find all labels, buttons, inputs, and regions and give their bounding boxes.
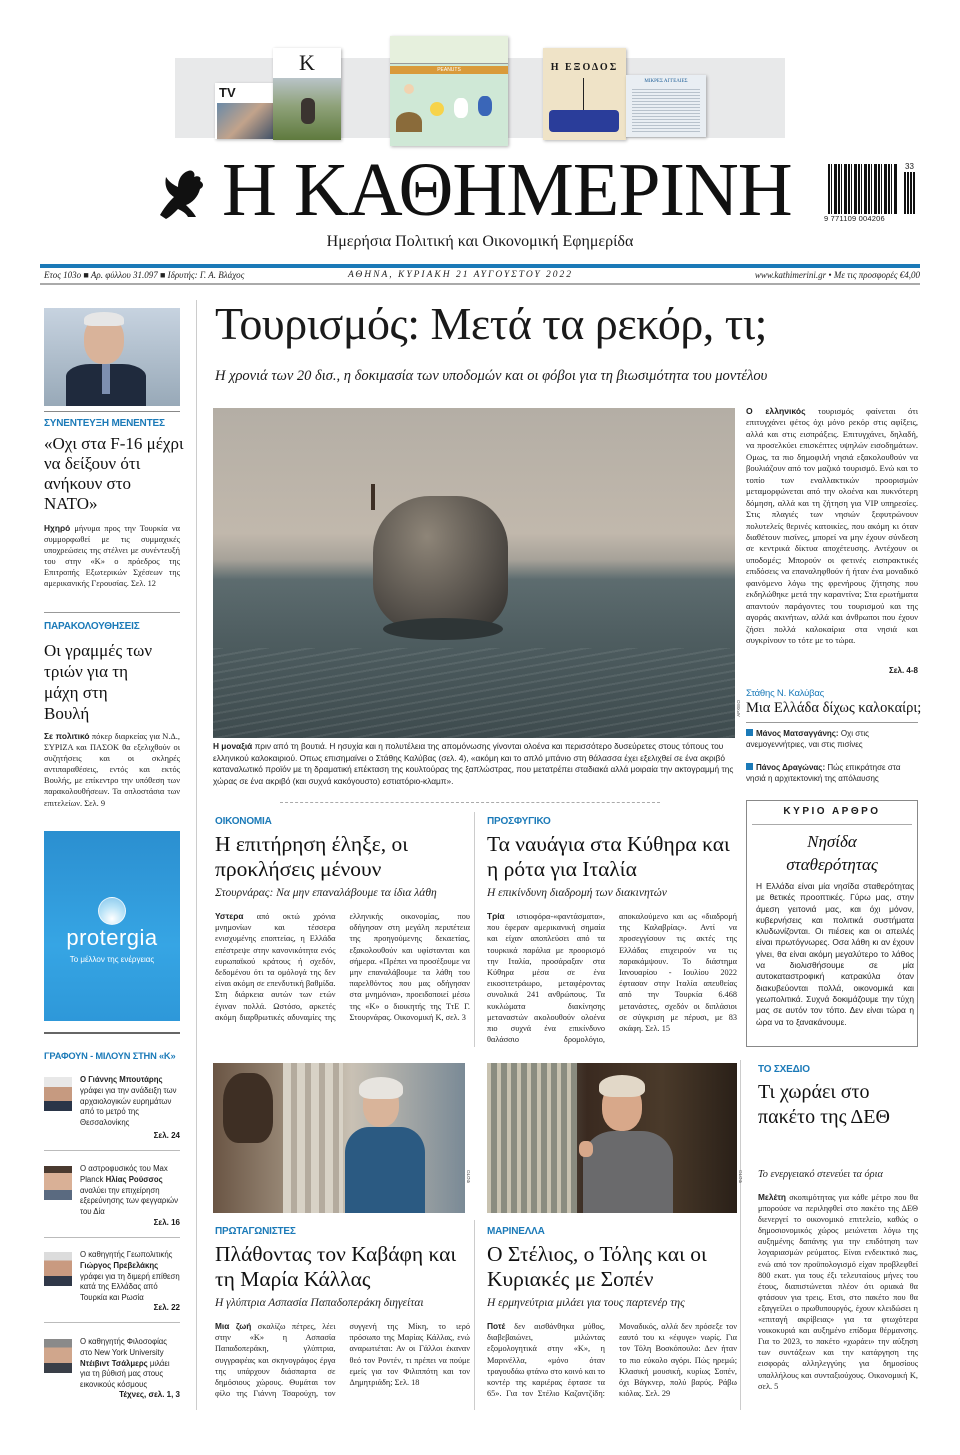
left-rule-1 [44, 411, 180, 412]
marinella-body-text: δεν αισθάνθηκα μύθος, διαβεβαιώνει, μιλώντας εξομολογητικά στην «Κ», η Μαρινέλλα, «μόνο όταν τραγουδάω φτάνω στο κοινό και το κοντέρ της καριέρας έφτασε τα 65». Για τον Στέλιο Καζαντζίδη: Μοναδικός, αλλά δεν πρόσεξε τον εαυτό του κι «έφυγε» νωρίς. Για τον Τόλη Βοσκόπουλο: Δεν ήταν το πιο εύκολο αγόρι. Πώς ηρεμώ; Κλασική μουσική, κυρίως Σοπέν, όχι Βάγκνερ, πολύ βαρύς. Ράβω κιόλας. Σελ. 29 [487, 1322, 737, 1399]
bullet-name: Μάνος Ματσαγγάνης: [756, 729, 839, 738]
lead-body [746, 406, 918, 647]
bullet-text: Οχι στις ανεμογεννήτριες, ναι στις πισίνες [746, 729, 869, 749]
supplement-exodos[interactable] [543, 48, 626, 140]
plan-body [758, 1192, 918, 1392]
marinella-deck: Η ερμηνεύτρια μιλάει για τους παρτενέρ της [487, 1297, 685, 1309]
marinella-body-lead: Ποτέ [487, 1321, 506, 1331]
economy-kicker: ΟΙΚΟΝΟΜΙΑ [215, 816, 272, 827]
contributor-name: Ηλίας Ρούσσος [105, 1174, 163, 1184]
related-author[interactable]: Στάθης Ν. Καλύβας [746, 688, 825, 699]
contributor-4-page: Τέχνες, σελ. 1, 3 [119, 1390, 180, 1399]
economy-headline[interactable]: Η επιτήρηση έληξε, οι προκλήσεις μένουν [215, 832, 409, 881]
sculptor-deck: Η γλύπτρια Ασπασία Παπαδοπεράκη διηγείται [215, 1297, 424, 1309]
contributor-1[interactable] [80, 1075, 180, 1129]
masthead-title: Η ΚΑΘΗΜΕΡΙΝΗ [222, 148, 792, 232]
supplement-exodos-label: Η ΕΞΟΔΟΣ [550, 62, 619, 73]
migration-headline[interactable]: Τα ναυάγια στα Κύθηρα και η ρότα για Ιταλία [487, 832, 730, 881]
surveillance-body-text: πόκερ διαρκείας για Ν.Δ., ΣΥΡΙΖΑ και ΠΑΣΟΚ θα εξελιχθούν οι συζητήσεις και οι σκληρές αντιπαραθέσεις, εντός και εκτός Βουλής, με επίκεντρο την υπόθεση των παρακολουθήσεων. Τα οπλοστάσια των επιτελείων. Σελ. 9 [44, 732, 180, 808]
issue-info: Ετος 103ο ■ Αρ. φύλλου 31.097 ■ Ιδρυτής: Γ. Α. Βλάχος [44, 270, 245, 280]
lead-body-text: τουρισμός φαίνεται ότι επιτυγχάνει φέτος όχι μόνο ρεκόρ στις αφίξεις, αλλά και στις εισπράξεις. Επιτυγχάνει, δηλαδή, να προσελκύει επισκέπτες υψηλών εισοδημάτων. Ομως, τα πιο δημοφιλή νησιά εξακολουθούν να βουλιάζουν από τον μαζικό τουρισμό. Ενώ και το τοπίο των εναλλακτικών προορισμών μεταμορφώνεται από την ολοένα και πυκνότερη δόμηση, αλλά και τη ζήτηση για VIP υπηρεσίες. Στις πλαγιές των νησιών ξεφυτρώνουν πολυτελείς θερινές κατοικίες, που ακόμη κι όταν διαθέτουν πισίνες, μπορεί να μην έχουν σύνδεση σε κεντρικά δίκτυα αποχέτευσης. Αντέχουν οι υποδομές; Μπορούν οι φετινές εισπρακτικές επιδόσεις να επαναληφθούν ή ήταν ένα μοναδικό φαινόμενο λόγω της φρενήρους ζήτησης που εκδηλώθηκε μετά την καραντίνα; Στα ερωτήματα απαντούν παράγοντες του τουρισμού και της αγοράς ακινήτων, αλλά και άνθρωποι που έχουν ζήσει πολλά καλοκαίρια στα νησιά και συγκρίνουν το τότε με το τώρα. [746, 406, 919, 646]
bottom-mid-rule [474, 1220, 475, 1410]
menendez-photo [44, 308, 180, 406]
migration-deck: Η επικίνδυνη διαδρομή των διακινητών [487, 887, 667, 899]
contributor-3[interactable] [80, 1250, 180, 1304]
contributor-rule-1 [44, 1150, 180, 1151]
supplement-classifieds[interactable] [626, 75, 706, 137]
protergia-ad[interactable] [44, 831, 180, 1021]
editorial-headline[interactable]: Νησίδα σταθερότητας [786, 832, 878, 874]
sculptor-photo [213, 1063, 465, 1213]
left-column-rule [196, 300, 197, 1410]
lead-photo [213, 408, 735, 738]
surveillance-body-lead: Σε πολιτικό [44, 731, 90, 741]
contributor-name: Ο Γιάννης Μπουτάρης [80, 1075, 163, 1084]
marinella-headline[interactable]: Ο Στέλιος, ο Τόλης και οι Κυριακές με Σοπέν [487, 1242, 707, 1291]
photo-credit-marinella: ΦΩΤΟ [738, 1170, 743, 1184]
migration-body-lead: Τρία [487, 911, 505, 921]
related-bullet-1[interactable] [746, 728, 918, 750]
related-title[interactable]: Μια Ελλάδα δίχως καλοκαίρι; [746, 700, 922, 716]
dateline: ΑΘΗΝΑ, ΚΥΡΙΑΚΗ 21 ΑΥΓΟΥΣΤΟΥ 2022 [348, 270, 574, 280]
sculptor-headline[interactable]: Πλάθοντας τον Καβάφη και τη Μαρία Κάλλας [215, 1242, 457, 1291]
lead-page-ref[interactable]: Σελ. 4-8 [888, 666, 918, 675]
bullet-text: Πώς επικράτησε στα νησιά η αρχιτεκτονική της απόλαυσης [746, 763, 901, 783]
griffin-logo-icon [152, 165, 212, 221]
editorial-body: Η Ελλάδα είναι μία νησίδα σταθερότητας με θετικές προοπτικές. Γύρω μας, στην άμεση γειτονιά μας, και όχι μόνον, κυβερνήσεις και πολιτικά συστήματα κλυδωνίζονται. Οι πιέσεις και οι απειλές είναι πρωτόγνωρες. Οσα λάθη κι αν έχουν γίνει, θα είναι ακόμη μεγαλύτερο το λάθος να διολισθήσουμε σε μία αυτοκαταστροφική κατρακύλα όταν διακυβεύονται πολλά, οικονομικά και γεωπολιτικά. Συχνά δοκιμάζουμε την τύχη μας σε αυτόν τον τόπο. Δεν είναι τώρα η ώρα να το ξανακάνουμε. [756, 881, 914, 1027]
contributors-kicker: ΓΡΑΦΟΥΝ - ΜΙΛΟΥΝ ΣΤΗΝ «Κ» [44, 1051, 176, 1061]
sculptor-body-text: σκαλίζω πέτρες, λέει στην «Κ» η Ασπασία Παπαδοπεράκη, γλύπτρια, συγγραφέας και σκηνογράφος έργα της υπάρχουν διάσπαρτα σε δημόσιους χώρους. Θυμάται τον φίλο της Γιάννη Τσαρούχη, τον συγγενή της Μίκη, το ιερό πρόσωπο της Μαρίας Κάλλας, ενώ αναρωτιέται: Αν οι Γάλλοι έκαναν θεό τον Ροντέν, τι πρέπει να πούμε εμείς για τον Φιλιππότη και τον Δημητριάδη; Σελ. 18 [215, 1322, 470, 1399]
avatar-prevelakis [44, 1252, 72, 1286]
contributor-name: Γιώργος Πρεβελάκης [80, 1260, 159, 1270]
supplement-tv[interactable] [215, 83, 273, 139]
lead-body-lead: Ο ελληνικός [746, 406, 806, 416]
masthead-subtitle: Ημερήσια Πολιτική και Οικονομική Εφημερίδα [326, 233, 634, 250]
left-rule-3 [44, 1032, 180, 1034]
marinella-body [487, 1321, 737, 1399]
lead-photo-caption [213, 741, 735, 787]
supplement-peanuts[interactable] [390, 36, 508, 146]
caption-lead: Η μοναξιά [213, 741, 253, 751]
editorial-label: ΚΥΡΙΟ ΑΡΘΡΟ [783, 806, 881, 817]
bullet-name: Πάνος Δραγώνας: [756, 763, 826, 772]
left-rule-2 [44, 612, 180, 613]
contributor-name: Ντέιβιντ Τσάλμερς [80, 1358, 148, 1368]
caption-text: πριν από τη βουτιά. Η ησυχία και η πολυτέλεια της απομόνωσης γίνονται ολοένα και περισσότερο δυσεύρετες στους τόπους του ελληνικού καλοκαιριού. Οπως επισημαίνει ο Στάθης Καλύβας (σελ. 4), «ακόμη και το απλό μπάνιο στη θάλασσα έχει εξελιχθεί σε ένα ακριβό καταναλωτικό προϊόν με τη δραματική επέκταση της κουλτούρας της ξαπλώστρας, που μετατρέπει σταδιακά αλλά μοιραία την ακτογραμμή της χώρας σε ένα ακριβό (και συχνά κακόγουστο) εστιατόριο-κλαμπ». [213, 741, 734, 786]
supplement-classifieds-label: ΜΙΚΡΕΣ ΑΓΓΕΛΙΕΣ [644, 79, 688, 84]
contributor-2-page: Σελ. 16 [153, 1218, 180, 1227]
lead-divider [280, 802, 660, 803]
avatar-roussos [44, 1166, 72, 1200]
contributor-2[interactable] [80, 1164, 180, 1218]
contributor-post: μιλάει για τη βύθισή μας στους εικονικούς κόσμους [80, 1358, 170, 1390]
website-price: www.kathimerini.gr • Με τις προσφορές €4,00 [754, 270, 920, 280]
migration-body [487, 911, 737, 1045]
supplement-k[interactable] [273, 48, 341, 140]
sculptor-body [215, 1321, 470, 1399]
right-column-rule [740, 1060, 741, 1410]
migration-kicker: ΠΡΟΣΦΥΓΙΚΟ [487, 816, 551, 827]
sculptor-kicker: ΠΡΩΤΑΓΩΝΙΣΤΕΣ [215, 1226, 296, 1237]
protergia-brand: protergia [66, 925, 158, 950]
interview-body-text: μήνυμα προς την Τουρκία να συμμορφωθεί με τις συμμαχικές υποχρεώσεις της στέλνει με συνέντευξή του στην «Κ» ο πρόεδρος της Επιτροπής Εξωτερικών Σχέσεων της αμερικανικής Γερουσίας. Σελ. 12 [44, 524, 180, 589]
contributor-1-page: Σελ. 24 [153, 1131, 180, 1140]
contributor-pre: Ο καθηγητής Γεωπολιτικής [80, 1250, 173, 1259]
supplement-k-label: Κ [299, 50, 315, 75]
related-rule [746, 722, 918, 723]
contributor-post: αναλύει την επιχείρηση εξερεύνησης των φεγγαριών του Δία [80, 1185, 179, 1217]
mid-rule [474, 812, 475, 1047]
related-bullet-2[interactable] [746, 762, 918, 784]
masthead-blue-rule [40, 264, 920, 268]
contributor-rule-2 [44, 1237, 180, 1238]
protergia-tagline: Το μέλλον της ενέργειας [69, 955, 155, 964]
editorial-rule [752, 824, 912, 825]
plan-headline[interactable]: Τι χωράει στο πακέτο της ΔΕΘ [758, 1081, 890, 1128]
contributor-3-page: Σελ. 22 [153, 1303, 180, 1312]
barcode-number: 9 771109 004206 [824, 214, 885, 223]
plan-kicker: ΤΟ ΣΧΕΔΙΟ [758, 1064, 810, 1075]
plan-body-text: σκοπιμότητας για κάθε μέτρο που θα μπορούσε να περιληφθεί στο πακέτο της ΔΕΘ διενεργεί το οικονομικό επιτελείο, καθώς ο δημοσιονομικός χώρος μειώνεται λόγω της αυξημένης δαπάνης για την επιδότηση των λογαριασμών ρεύματος. Είναι ενδεικτικό πως, ενώ από τον προϋπολογισμό είχαν προβλεφθεί 800 εκατ. για τους έξι τελευταίους μήνες του έτους, διαπιστώνεται πλέον ότι οριακά θα φτάσουν για τρεις. Ετσι, στο πακέτο που θα εξαγγείλει ο πρωθυπουργός, έχουν κλειδώσει η «επιταγή ακρίβειας» για τα φτωχότερα νοικοκυριά και αυξημένο επίδομα θέρμανσης. Για το 2023, το πακέτο «χωράει» την αύξηση των συντάξεων και την κατάργηση της εισφοράς αλληλεγγύης για δημοσίους υπαλλήλους και συνταξιούχους. Οικονομική Κ, σελ. 5 [758, 1193, 918, 1391]
photo-credit-lead: ΑΡΧΕΙΟ [736, 700, 741, 717]
surveillance-body [44, 731, 180, 809]
contributor-post: γράφει για την ανάδειξη των αρχαιολογικών ευρημάτων από το μετρό της Θεσσαλονίκης [80, 1085, 177, 1128]
interview-kicker: ΣΥΝΕΝΤΕΥΞΗ ΜΕΝΕΝΤΕΣ [44, 418, 165, 429]
lead-deck: Η χρονιά των 20 δισ., η δοκιμασία των υποδομών και οι φόβοι για τη βιωσιμότητα του μοντέλου [215, 368, 768, 384]
supplement-tv-label: TV [219, 85, 236, 100]
contributor-pre: Ο αστροφυσικός του Max Planck [80, 1164, 168, 1184]
contributor-4[interactable] [80, 1337, 180, 1391]
barcode-addon: 33 [905, 162, 914, 171]
interview-headline[interactable]: «Οχι στα F-16 μέχρι να δείξουν ότι ανήκουν στο ΝΑΤΟ» [44, 434, 184, 513]
lead-headline[interactable]: Τουρισμός: Μετά τα ρεκόρ, τι; [215, 298, 767, 349]
migration-body-text: ιστιοφόρα-«φαντάσματα», που έφεραν αμερικανική σημαία και είχαν αποπλεύσει από τα τουρκικά παράλια με προορισμό την Ιταλία, προσάραξαν στα Κύθηρα μέσα σε ένα εικοσιτετράωρο, μεταφέροντας συνολικά 241 ανθρώπους. Τα κυκλώματα διακίνησης μεταναστών ακολουθούν ολοένα πιο συχνά ένα επικίνδυνο θαλάσσιο δρομολόγιο, αποκαλούμενο και ως «διαδρομή της Καλαβρίας». Αντί να προσεγγίσουν τις ακτές της Ελλάδας επιχειρούν να τις παρακάμψουν. Το διάστημα Ιανουαρίου - Ιουλίου 2022 έφτασαν στην Ιταλία απευθείας από την Τουρκία 6.468 μετανάστες, σχεδόν οι διπλάσιοι σε σύγκριση με πέρυσι, με 83 σκάφη. Σελ. 15 [487, 912, 737, 1045]
economy-body [215, 911, 470, 1023]
bullet-square-icon [746, 729, 753, 736]
avatar-chalmers [44, 1339, 72, 1373]
plan-body-lead: Μελέτη [758, 1192, 786, 1202]
contributor-post: γράφει για τη διμερή επίθεση κατά της Ελλάδας από Τουρκία και Ρωσία [80, 1271, 180, 1303]
economy-deck: Στουρνάρας: Να μην επαναλάβουμε τα ίδια λάθη [215, 887, 437, 899]
marinella-photo [487, 1063, 737, 1213]
surveillance-kicker: ΠΑΡΑΚΟΛΟΥΘΗΣΕΙΣ [44, 621, 140, 632]
economy-body-text: από οκτώ χρόνια μνημονίων και τέσσερα ενισχυμένης εποπτείας, η Ελλάδα επέστρεψε στην κανονικότητα ενός ευρωπαϊκού κράτους ή σχεδόν, δεδομένου ότι τα ομόλογά της δεν είναι ακόμη σε επενδυτική βαθμίδα. Στη διάρκεια αυτών των ετών έγιναν πολλά. Ωστόσο, αρκετές ακόμη διαρθρωτικές αδυναμίες της ελληνικής οικονομίας, που οδήγησαν στη μεγάλη περιπέτεια της προηγούμενης δεκαετίας, εξακολουθούν και υφίστανται και σήμερα. «Πρέπει να προσέξουμε να μην επαναλάβουμε τα λάθη του παρελθόντος που μας οδήγησαν στα μνημόνια», προειδοποιεί μέσω της «Κ» ο διοικητής της ΤτΕ Γ. Στουρνάρας. Οικονομική Κ, σελ. 3 [215, 912, 470, 1022]
contributor-rule-3 [44, 1322, 180, 1323]
interview-body [44, 523, 180, 590]
marinella-kicker: ΜΑΡΙΝΕΛΛΑ [487, 1226, 545, 1237]
photo-credit-sculptor: ΦΩΤΟ [466, 1170, 471, 1184]
protergia-shell-icon [98, 897, 126, 925]
barcode [824, 162, 918, 224]
avatar-boutaris [44, 1077, 72, 1111]
interview-body-lead: Ηχηρό [44, 523, 71, 533]
economy-body-lead: Υστερα [215, 911, 244, 921]
supplement-peanuts-label: PEANUTS [390, 66, 508, 74]
contributor-pre: Ο καθηγητής Φιλοσοφίας στο New York University [80, 1337, 168, 1357]
bullet-square-icon [746, 763, 753, 770]
plan-deck: Το ενεργειακό στενεύει τα όρια [758, 1169, 883, 1180]
masthead-gray-rule [40, 283, 920, 285]
sculptor-body-lead: Μια ζωή [215, 1321, 252, 1331]
surveillance-headline[interactable]: Οι γραμμές των τριών για τη μάχη στη Βουλή [44, 641, 153, 723]
